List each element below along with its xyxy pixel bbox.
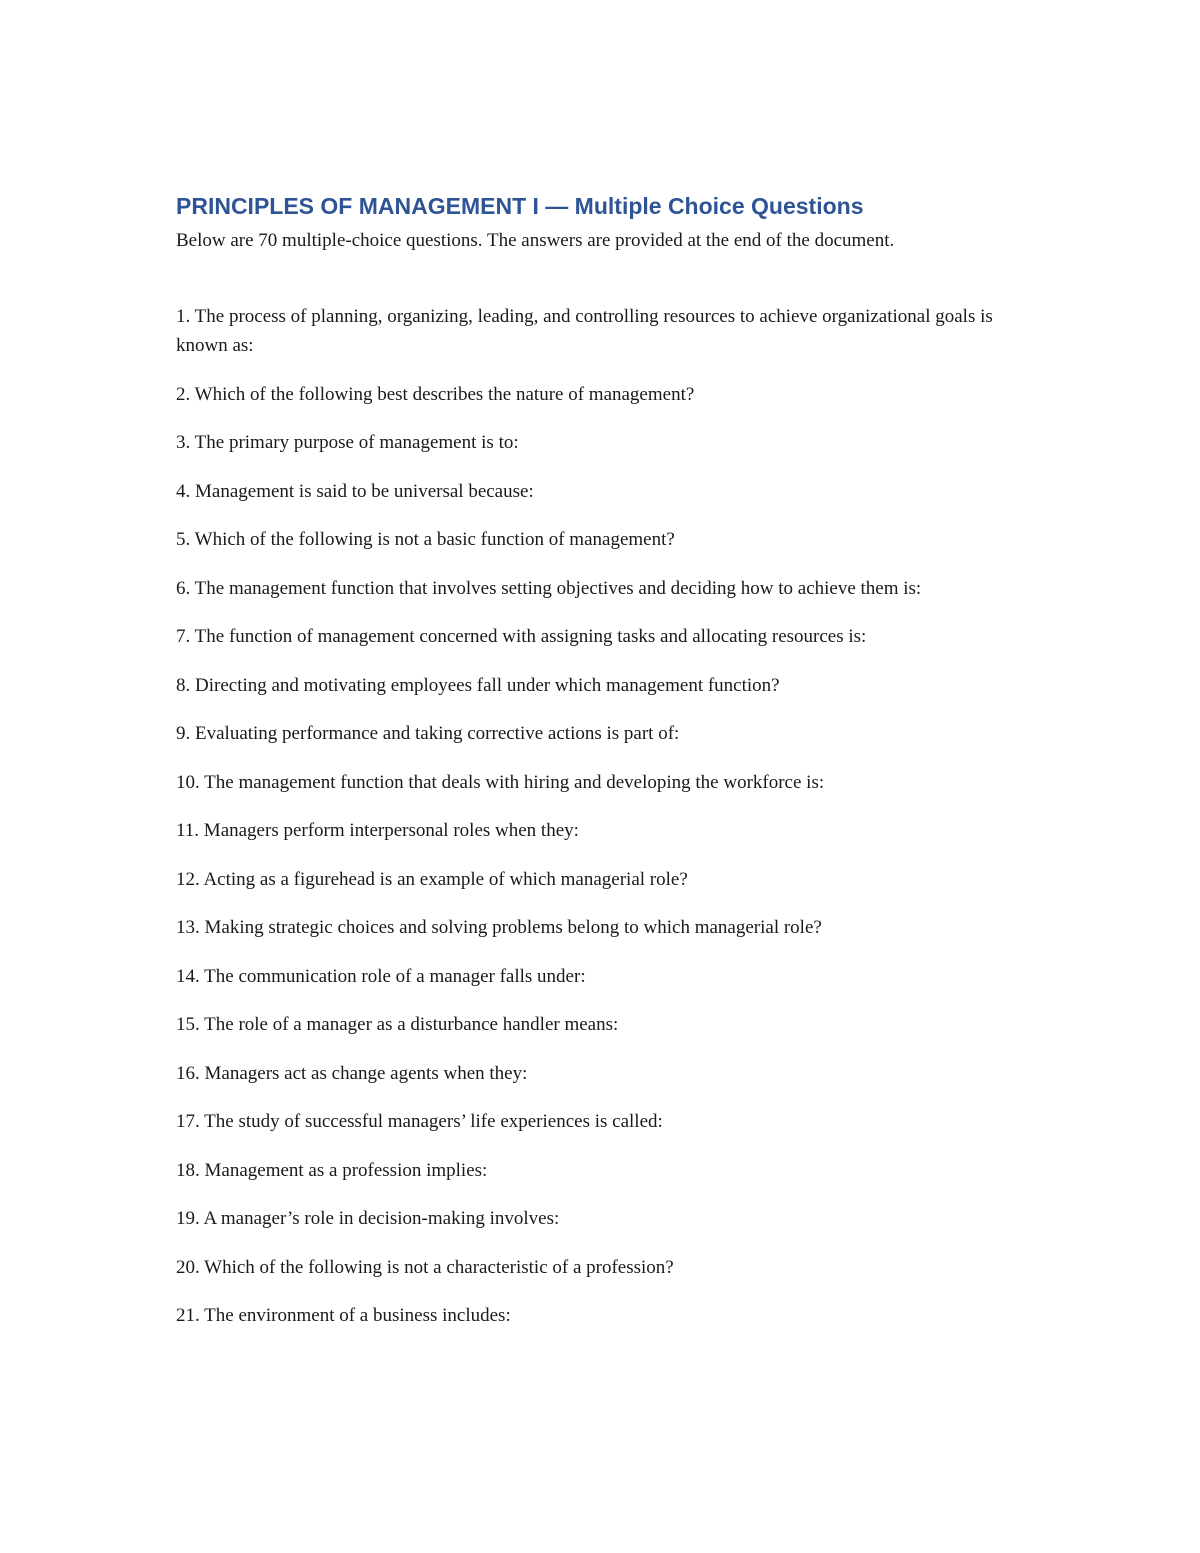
question-item: 8. Directing and motivating employees fall under which management function?: [176, 674, 780, 696]
question-list: [176, 302, 1026, 1330]
question-item: 3. The primary purpose of management is to:: [176, 432, 519, 453]
question-item: 13. Making strategic choices and solving problems belong to which managerial role?: [176, 917, 822, 938]
question-item: 18. Management as a profession implies:: [176, 1159, 488, 1181]
question-item: 2. Which of the following best describes the nature of management?: [176, 383, 695, 405]
question-item: 21. The environment of a business includes:: [176, 1305, 511, 1326]
question-item: 1. The process of planning, organizing, leading, and controlling resources to achieve organizational goals is known as:: [176, 306, 993, 356]
question-item: 5. Which of the following is not a basic function of management?: [176, 529, 675, 550]
question-item: 12. Acting as a figurehead is an example of which managerial role?: [176, 868, 688, 890]
question-item: 9. Evaluating performance and taking corrective actions is part of:: [176, 723, 680, 744]
question-item: 6. The management function that involves setting objectives and deciding how to achieve them is:: [176, 577, 922, 599]
question-item: 16. Managers act as change agents when they:: [176, 1062, 528, 1084]
question-item: 19. A manager’s role in decision-making involves:: [176, 1208, 560, 1229]
question-item: 20. Which of the following is not a characteristic of a profession?: [176, 1256, 674, 1278]
document-title: PRINCIPLES OF MANAGEMENT I — Multiple Choice Questions: [176, 193, 864, 219]
question-item: 11. Managers perform interpersonal roles when they:: [176, 820, 579, 841]
question-item: 15. The role of a manager as a disturbance handler means:: [176, 1014, 619, 1035]
intro-paragraph: Below are 70 multiple-choice questions. The answers are provided at the end of the document.: [176, 230, 895, 251]
question-item: 14. The communication role of a manager falls under:: [176, 965, 586, 987]
document-body: [176, 190, 1026, 1350]
question-item: 7. The function of management concerned with assigning tasks and allocating resources is:: [176, 626, 867, 647]
question-item: 10. The management function that deals with hiring and developing the workforce is:: [176, 771, 825, 793]
question-item: 17. The study of successful managers’ life experiences is called:: [176, 1111, 663, 1132]
question-item: 4. Management is said to be universal because:: [176, 480, 534, 502]
